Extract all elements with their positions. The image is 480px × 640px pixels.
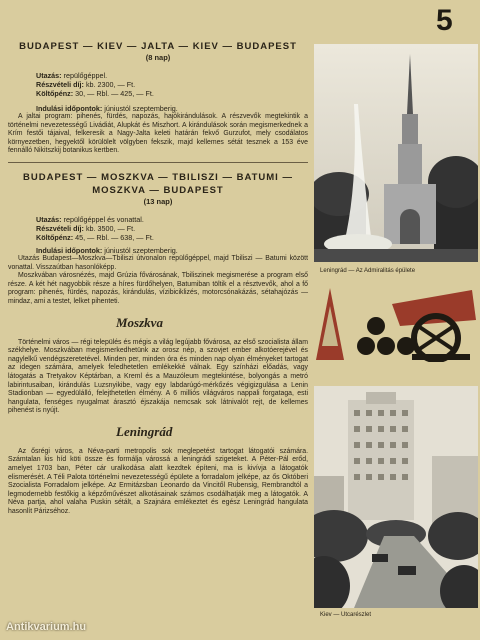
moszkva-text: Történelmi város — régi település és mégis a világ legújabb fővárosa, az első szocialista állam székhelye. Moszkvában megismerkedhetünk az orosz nép, a szovjet ember alkotóerejével és nagylelkű vendégszeretetével. Minden per, minden óra és minden nap olyan élményeket tartogat az idegen számára, amelyek feledhetetlen emlékekké válnak. Egy színházi előadás, vagy látogatás a Tretyakov Képtárban, a Kreml és a Mauzóleum megtekintése, bolyongás a metró labirintusaiban, kirándulás Luzsnyikibe, vagy egy labdarúgó-mérkőzés végigizgulása a Lenin Stadionban — egyedülálló, felejthetetlen élmény. A 6 milliós világváros nappali forgataga, esti hangulata, fenséges nyugalmat árasztó éjszakája nemcsak sok látnivalót rejt, de kellemes pihenést is nyújt. <box>8 338 308 415</box>
decorative-graphic <box>312 286 478 362</box>
tour1-reszveteli-value: kb. 2300, — Ft. <box>85 80 136 89</box>
tour1-utazas-value: repülőgéppel. <box>63 71 108 80</box>
admiralty-caption: Leningrád — Az Admiralitás épülete <box>320 268 416 274</box>
tour1-title: BUDAPEST — KIEV — JALTA — KIEV — BUDAPEST <box>19 41 297 52</box>
tour2-text1: Utazás Budapest—Moszkva—Tbiliszi útvonalon repülőgéppel, majd Tbiliszi — Batumi között vonattal. Visszaútban hasonlóképp. <box>8 254 308 271</box>
divider <box>8 162 308 163</box>
tour1-koltopenz-label: Költőpénz: <box>36 89 74 98</box>
tour1-info <box>8 71 308 113</box>
tour1-koltopenz-value: 30, — Rbl. — 425, — Ft. <box>75 89 154 98</box>
tour2-block <box>8 171 308 307</box>
tour2-utazas-value: repülőgéppel és vonattal. <box>63 214 144 224</box>
moszkva-heading: Moszkva <box>116 314 163 330</box>
cannon-icon <box>312 286 478 362</box>
tour2-indulasi-label: Indulási időpontok: <box>36 245 103 255</box>
tour2-title-line1: BUDAPEST — MOSZKVA — TBILISZI — BATUMI — <box>23 171 293 183</box>
tour1-indulasi-label: Indulási időpontok: <box>36 104 103 113</box>
tour1-utazas-label: Utazás: <box>36 71 62 80</box>
tour2-koltopenz-value: 45, — Rbl. — 638, — Ft. <box>75 232 154 242</box>
admiralty-photo <box>314 44 478 262</box>
leningrad-heading: Leningrád <box>116 423 173 439</box>
tour2-reszveteli-label: Részvételi díj: <box>36 223 84 233</box>
tour1-block <box>8 40 308 156</box>
tour2-indulasi-value: júniustól szeptemberig. <box>104 245 178 255</box>
tour2-text2: Moszkvában városnézés, majd Grúzia fővárosának, Tbiliszinek megismerése a program első része. A két hét nagyobbik része a híres fürdőhelyen, Batumiban töltik el a résztvevők, ahol a fő program: pihenés, fürdés, napozás, kirándulás, vízibiciklizés, motorcsónakázás, sétahajózás — mindaz, ami a testet, lelket pihenteti. <box>8 272 308 305</box>
tour1-reszveteli-label: Részvételi díj: <box>36 80 84 89</box>
tour1-subtitle: (8 nap) <box>145 53 171 62</box>
kiev-illustration <box>314 386 478 608</box>
tour2-koltopenz-label: Költőpénz: <box>36 232 74 242</box>
kiev-photo <box>314 386 478 608</box>
admiralty-illustration <box>314 44 478 262</box>
text-column <box>8 40 308 517</box>
tour2-title-line2: MOSZKVA — BUDAPEST <box>92 184 224 196</box>
tour2-utazas-label: Utazás: <box>36 214 62 224</box>
tour1-indulasi-value: júniustól szeptemberig. <box>104 104 178 113</box>
kiev-caption: Kiev — Utcarészlet <box>320 612 372 618</box>
tour2-reszveteli-value: kb. 3500, — Ft. <box>85 223 136 233</box>
tour2-info <box>8 215 308 255</box>
tour1-text: A jaltai program: pihenés, fürdés, napozás, hajókirándulások. A részvevők megtekintik a történelmi nevezetességű Livádiát, Alupkát és Miszhort. A kirándulások során megismerkednek a Krím festői tájaival, felkeresik a Nagy-Jalta keleti határán fekvő Gurzufot, mely csodálatos környezetben, hegyektől körülölelt völgyben fekszik, majd kellemes sétát tesznek a 153 éve fennálló Nikitszkij botanikus kertben. <box>8 113 308 155</box>
tour2-subtitle: (13 nap) <box>143 196 173 206</box>
watermark: Antikvarium.hu <box>6 621 87 633</box>
page-number: 5 <box>436 4 453 37</box>
leningrad-text: Az ősrégi város, a Néva-parti metropolis sok meglepetést tartogat látogatói számára. Számtalan kis híd köti össze és formálja várossá a leningrádi szigeteket. A Péter-Pál erőd, amelyet 1703 ban, Péter cár uralkodása alatt kezdtek építeni, ma is kivívja a látogatók elismerését. A Téli Palota történelmi nevezetességű épülete a forradalom jelképe, az ős Októberi Szocialista Forradalom jelképe. Az Ermitázsban Leonardo da Vincitől Rubensig, Rembrandtól a legmodernebb festőkig a képzőművészet alkotásainak számos csodálhatják meg a látogatók. A Néva partja, ahol valaha Puskin sétált, a Szajnára emlékeztet és egész Leningrád hangulata hasonlít Párizséhoz. <box>8 447 308 516</box>
